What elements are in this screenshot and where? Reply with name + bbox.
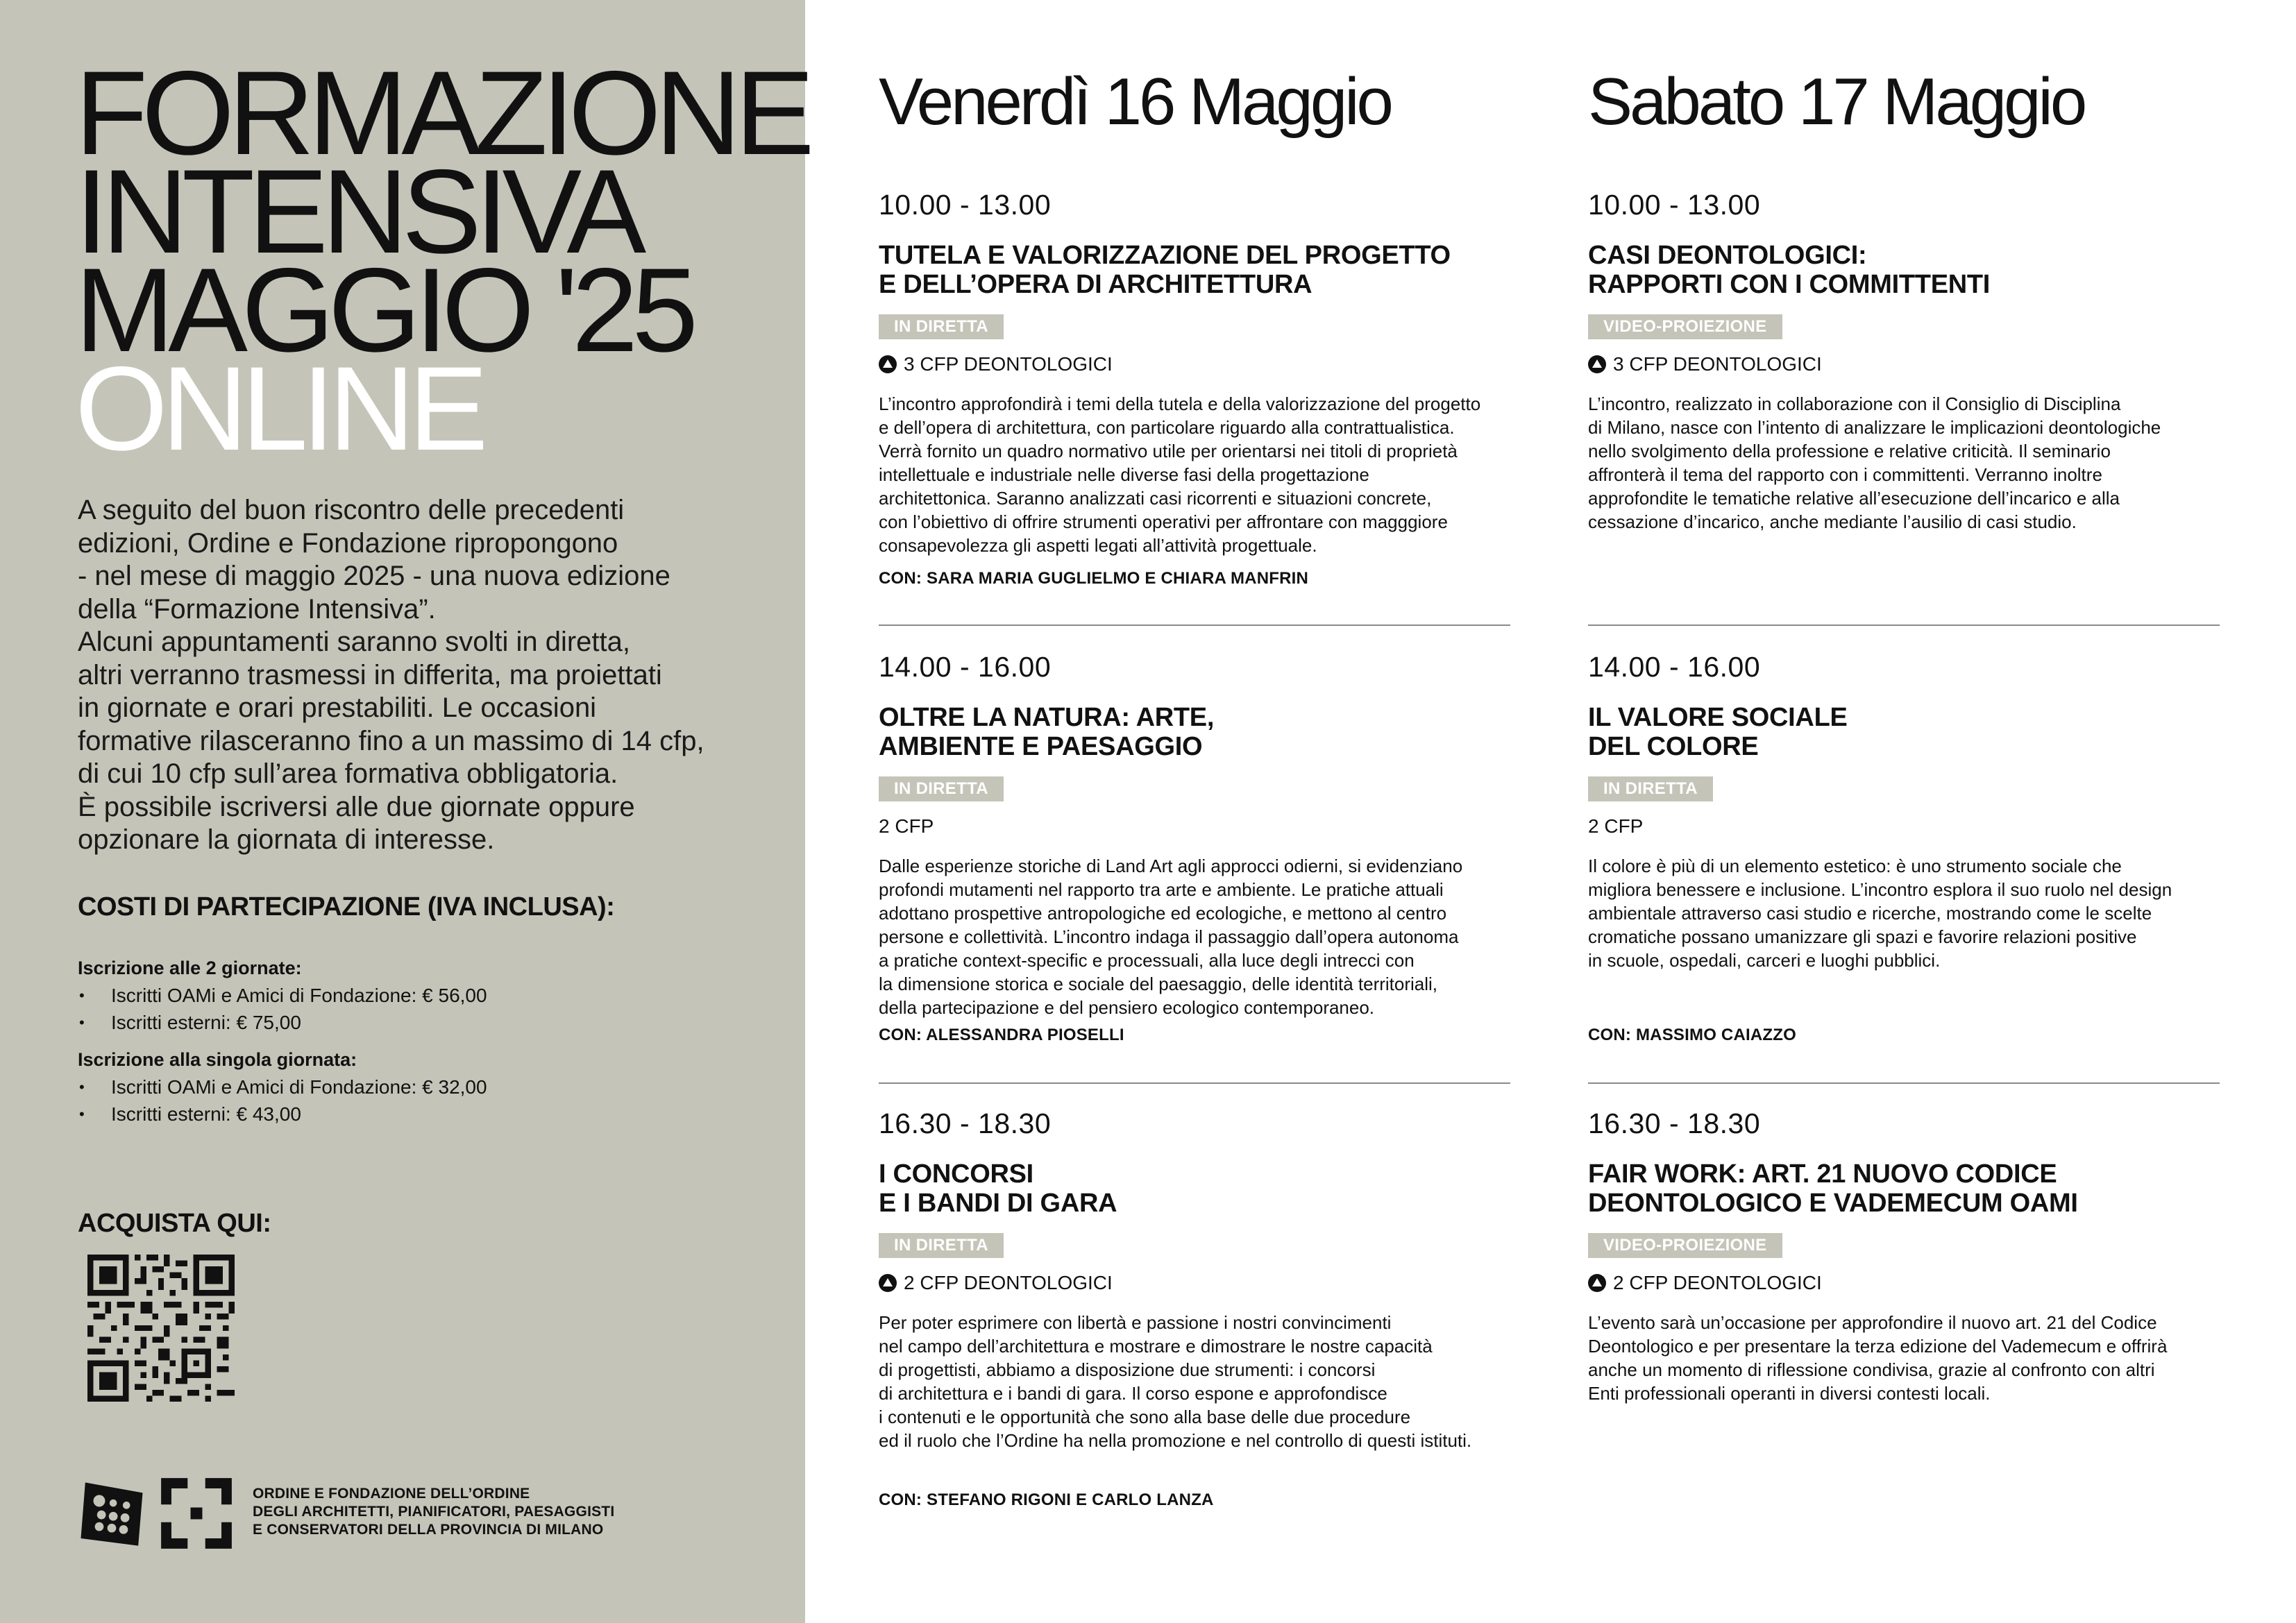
session-cfp-label: 2 CFP DEONTOLOGICI [904, 1272, 1113, 1293]
description-line: della partecipazione e del pensiero ecologico contemporaneo. [879, 997, 1375, 1018]
session-badge: IN DIRETTA [879, 1233, 1004, 1258]
session-cfp [879, 815, 1517, 838]
cost-group-single-day [78, 1046, 487, 1128]
description-line: Per poter esprimere con libertà e passione i nostri convincimenti [879, 1312, 1392, 1333]
session-title [1588, 1159, 2227, 1218]
session-description [1588, 392, 2227, 534]
session-cfp-label: 2 CFP [1588, 815, 1644, 837]
description-line: consapevolezza gli aspetti legati all’attività progettuale. [879, 535, 1317, 556]
session-speakers: CON: STEFANO RIGONI E CARLO LANZA [879, 1490, 1214, 1509]
session-time: 10.00 - 13.00 [879, 189, 1052, 221]
description-line: in scuole, ospedali, carceri e luoghi pubblici. [1588, 950, 1941, 971]
session-title-line: I CONCORSI [879, 1159, 1033, 1189]
deontology-icon [879, 1274, 897, 1292]
session-cfp [879, 353, 1517, 375]
session-time: 14.00 - 16.00 [1588, 651, 1761, 683]
session-cfp-label: 3 CFP DEONTOLOGICI [904, 353, 1113, 375]
session-saturday-2 [1588, 651, 2227, 972]
session-title [879, 1159, 1517, 1218]
deontology-icon [1588, 355, 1606, 373]
intro-text [78, 494, 772, 857]
description-line: Il colore è più di un elemento estetico: è uno strumento sociale che [1588, 856, 2122, 876]
session-title-line: DEL COLORE [1588, 732, 1759, 761]
qr-code[interactable] [87, 1255, 235, 1402]
session-description [1588, 854, 2227, 972]
cost-group-two-days [78, 955, 487, 1036]
session-title-line: IL VALORE SOCIALE [1588, 703, 1848, 732]
session-description [879, 392, 1517, 557]
session-cfp [1588, 1272, 2227, 1294]
costs-heading: COSTI DI PARTECIPAZIONE (IVA INCLUSA): [78, 892, 615, 921]
description-line: Enti professionali operanti in diversi contesti locali. [1588, 1383, 1991, 1404]
session-title [879, 703, 1517, 761]
cost-item: • Iscritti OAMi e Amici di Fondazione: € 56,00 [78, 982, 487, 1009]
intro-paragraph: A seguito del buon riscontro delle precedenti edizioni, Ordine e Fondazione ripropongono - nel mese di maggio 2025 - una nuova edizione della “Formazione Intensiva”. Alcuni appuntamenti saranno svolti in diretta, altri verranno trasmessi in differita, ma proiettati in giornate e orari prestabiliti. Le occasioni formative rilasceranno fino a un massimo di 14 cfp, di cui 10 cfp sull’area formativa obbligatoria. È possibile iscriversi alle due giornate oppure opzionare la giornata di interesse. [78, 495, 704, 855]
divider [879, 1082, 1510, 1084]
session-time: 14.00 - 16.00 [879, 651, 1052, 683]
description-line: persone e collettività. L’incontro indaga il passaggio dall’opera autonoma [879, 926, 1459, 947]
divider [879, 624, 1510, 626]
session-title-line: OLTRE LA NATURA: ARTE, [879, 703, 1215, 732]
session-badge: VIDEO-PROIEZIONE [1588, 314, 1782, 339]
day-title-friday: Venerdì 16 Maggio [879, 65, 1391, 139]
session-title-line: RAPPORTI CON I COMMITTENTI [1588, 270, 1991, 299]
day-title-saturday: Sabato 17 Maggio [1588, 65, 2085, 139]
session-description [879, 854, 1517, 1019]
session-badge: IN DIRETTA [1588, 776, 1713, 801]
cost-item: • Iscritti esterni: € 75,00 [78, 1009, 487, 1036]
session-time: 16.30 - 18.30 [1588, 1107, 1761, 1139]
session-speakers: CON: ALESSANDRA PIOSELLI [879, 1026, 1124, 1044]
description-line: nel campo dell’architettura e mostrare e dimostrare le nostre capacità [879, 1336, 1433, 1357]
session-title-line: E I BANDI DI GARA [879, 1189, 1117, 1218]
session-saturday-3 [1588, 1107, 2227, 1405]
description-line: adottano prospettive antropologiche ed ecologiche, e mettono al centro [879, 903, 1447, 924]
cost-item: • Iscritti esterni: € 43,00 [78, 1101, 487, 1128]
session-speakers: CON: SARA MARIA GUGLIELMO E CHIARA MANFRIN [879, 569, 1309, 588]
session-badge: VIDEO-PROIEZIONE [1588, 1233, 1782, 1258]
deontology-icon [879, 355, 897, 373]
session-badge: IN DIRETTA [879, 314, 1004, 339]
description-line: a pratiche context-specific e processuali, alla luce degli intrecci con [879, 950, 1415, 971]
description-line: approfondite le tematiche relative all’esecuzione dell’incarico e alla [1588, 488, 2120, 509]
description-line: affronterà il tema del rapporto con i committenti. Verranno inoltre [1588, 464, 2102, 485]
description-line: nello svolgimento della professione e relative criticità. Il seminario [1588, 441, 2111, 461]
session-title [879, 241, 1517, 299]
session-time: 10.00 - 13.00 [1588, 189, 1761, 221]
buy-heading: ACQUISTA QUI: [78, 1209, 271, 1238]
description-line: di Milano, nasce con l’intento di analizzare le implicazioni deontologiche [1588, 417, 2161, 438]
title-line-3: MAGGIO '25 [75, 244, 693, 377]
description-line: con l’obiettivo di offrire strumenti operativi per affrontare con magggiore [879, 511, 1448, 532]
ordine-logo-icon [75, 1477, 149, 1550]
session-title-line: E DELL’OPERA DI ARCHITETTURA [879, 270, 1312, 299]
description-line: intellettuale e industriale nelle diverse fasi della progettazione [879, 464, 1369, 485]
description-line: i contenuti e le opportunità che sono alla base delle due procedure [879, 1407, 1411, 1427]
session-saturday-1 [1588, 189, 2227, 534]
description-line: L’incontro approfondirà i temi della tutela e della valorizzazione del progetto [879, 393, 1481, 414]
description-line: architettonica. Saranno analizzati casi ricorrenti e situazioni concrete, [879, 488, 1432, 509]
session-cfp [879, 1272, 1517, 1294]
session-title-line: DEONTOLOGICO E VADEMECUM OAMI [1588, 1189, 2078, 1218]
organization-name: ORDINE E FONDAZIONE DELL’ORDINE DEGLI ARCHITETTI, PIANIFICATORI, PAESAGGISTI E CONSERVATORI DELLA PROVINCIA DI MILANO [253, 1486, 615, 1538]
fondazione-logo-icon [160, 1477, 233, 1550]
title-line-2: INTENSIVA [75, 145, 641, 278]
session-time: 16.30 - 18.30 [879, 1107, 1052, 1139]
title-line-1: FORMAZIONE [75, 46, 809, 180]
session-title [1588, 703, 2227, 761]
session-badge: IN DIRETTA [879, 776, 1004, 801]
session-title-line: AMBIENTE E PAESAGGIO [879, 732, 1203, 761]
description-line: migliora benessere e inclusione. L’incontro esplora il suo ruolo nel design [1588, 879, 2172, 900]
description-line: ambientale attraverso casi studio e ricerche, mostrando come le scelte [1588, 903, 2152, 924]
session-cfp [1588, 815, 2227, 838]
cost-group-title: Iscrizione alla singola giornata: [78, 1049, 357, 1070]
description-line: di progettisti, abbiamo a disposizione due strumenti: i concorsi [879, 1359, 1376, 1380]
description-line: anche un momento di riflessione condivisa, grazie al confronto con altri [1588, 1359, 2155, 1380]
description-line: Deontologico e per presentare la terza edizione del Vademecum e offrirà [1588, 1336, 2168, 1357]
description-line: L’evento sarà un’occasione per approfondire il nuovo art. 21 del Codice [1588, 1312, 2157, 1333]
page-title [75, 46, 809, 475]
session-title [1588, 241, 2227, 299]
description-line: cromatiche possano umanizzare gli spazi e favorire relazioni positive [1588, 926, 2137, 947]
cost-item: • Iscritti OAMi e Amici di Fondazione: € 32,00 [78, 1073, 487, 1101]
session-title-line: CASI DEONTOLOGICI: [1588, 241, 1867, 270]
description-line: profondi mutamenti nel rapporto tra arte e ambiente. Le pratiche attuali [879, 879, 1444, 900]
session-title-line: FAIR WORK: ART. 21 NUOVO CODICE [1588, 1159, 2057, 1189]
session-friday-3 [879, 1107, 1517, 1452]
description-line: di architettura e i bandi di gara. Il corso espone e approfondisce [879, 1383, 1387, 1404]
title-online: ONLINE [75, 342, 482, 475]
session-cfp-label: 2 CFP DEONTOLOGICI [1613, 1272, 1822, 1293]
divider [1588, 624, 2220, 626]
session-cfp-label: 3 CFP DEONTOLOGICI [1613, 353, 1822, 375]
description-line: ed il ruolo che l’Ordine ha nella promozione e nel controllo di questi istituti. [879, 1430, 1472, 1451]
cost-group-title: Iscrizione alle 2 giornate: [78, 958, 302, 978]
session-description [1588, 1311, 2227, 1405]
description-line: la dimensione storica e sociale del paesaggio, delle identità territoriali, [879, 974, 1438, 994]
session-friday-2 [879, 651, 1517, 1019]
left-panel [0, 0, 809, 1623]
session-speakers: CON: MASSIMO CAIAZZO [1588, 1026, 1796, 1044]
session-title-line: TUTELA E VALORIZZAZIONE DEL PROGETTO [879, 241, 1451, 270]
description-line: Dalle esperienze storiche di Land Art agli approcci odierni, si evidenziano [879, 856, 1463, 876]
deontology-icon [1588, 1274, 1606, 1292]
session-friday-1 [879, 189, 1517, 557]
divider [1588, 1082, 2220, 1084]
description-line: Verrà fornito un quadro normativo utile per orientarsi nei titoli di proprietà [879, 441, 1458, 461]
description-line: e dell’opera di architettura, con particolare riguardo alla contrattualistica. [879, 417, 1455, 438]
session-description [879, 1311, 1517, 1452]
description-line: L’incontro, realizzato in collaborazione con il Consiglio di Disciplina [1588, 393, 2121, 414]
session-cfp [1588, 353, 2227, 375]
description-line: cessazione d’incarico, anche mediante l’ausilio di casi studio. [1588, 511, 2077, 532]
session-cfp-label: 2 CFP [879, 815, 934, 837]
